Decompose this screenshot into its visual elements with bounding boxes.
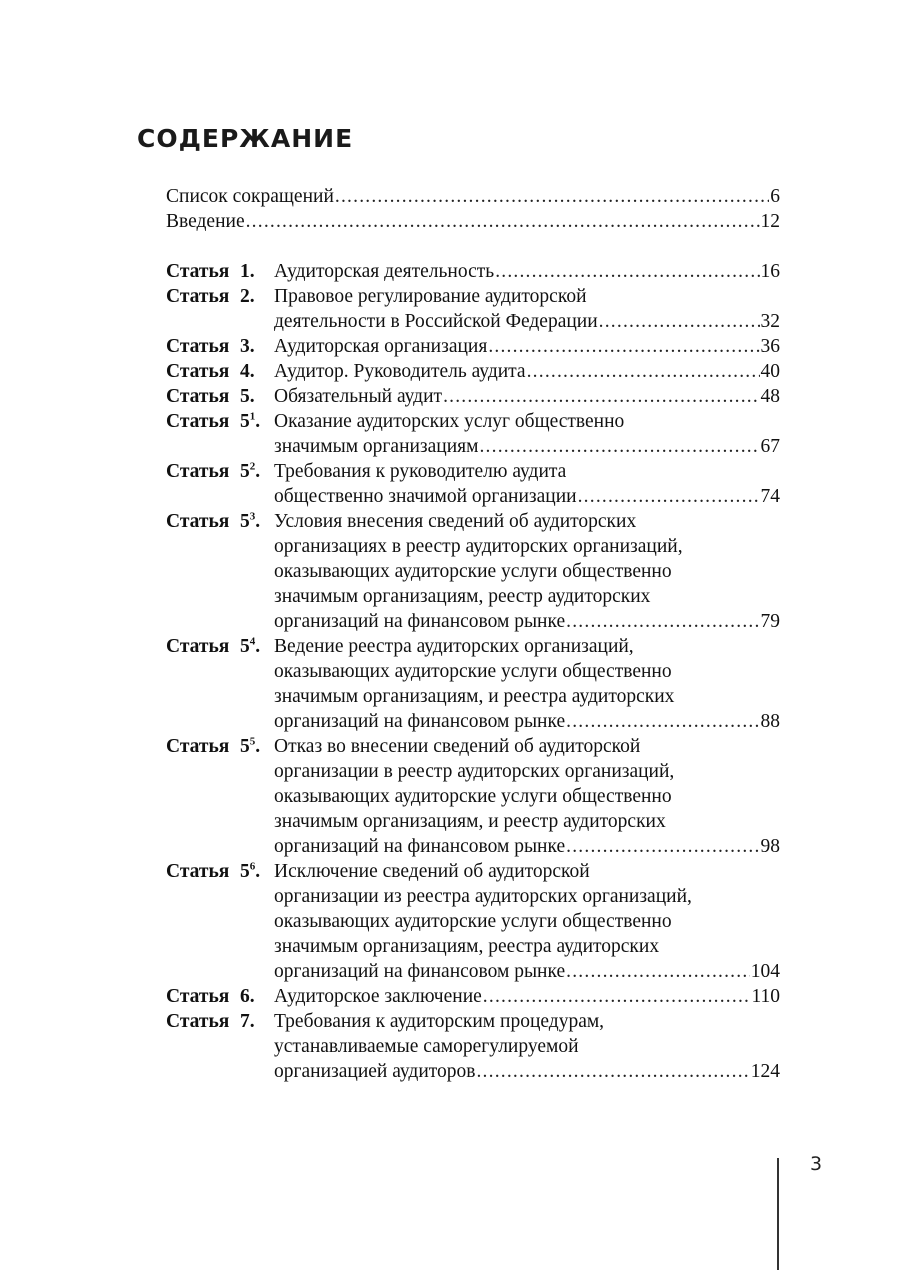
article-number bbox=[166, 734, 260, 759]
article-number-value: 5 bbox=[240, 861, 250, 882]
article-number-value: 5 bbox=[240, 461, 250, 482]
article-title bbox=[274, 259, 780, 284]
toc-entry-page: 12 bbox=[760, 211, 780, 232]
article-number-value: 5 bbox=[240, 511, 250, 532]
toc-entry-article[interactable] bbox=[166, 984, 780, 1009]
toc-dot-leader bbox=[246, 209, 760, 234]
toc-entry-title: Список сокращений bbox=[166, 186, 334, 207]
table-of-contents bbox=[166, 184, 780, 1084]
article-number bbox=[166, 284, 255, 309]
toc-entry-article[interactable] bbox=[166, 859, 780, 984]
article-title-line: оказывающих аудиторские услуги общественно bbox=[274, 911, 672, 932]
article-number-suffix: . bbox=[255, 636, 261, 657]
page-title: СОДЕРЖАНИЕ bbox=[137, 124, 354, 153]
toc-entry-title: деятельности в Российской Федерации bbox=[274, 311, 598, 332]
toc-entry-title: организаций на финансовом рынке bbox=[274, 611, 566, 632]
toc-entry-page: 36 bbox=[760, 336, 780, 357]
toc-entry-title: Аудиторское заключение bbox=[274, 986, 482, 1007]
toc-dot-leader bbox=[488, 334, 759, 359]
article-label: Статья bbox=[166, 261, 230, 282]
article-title-line: Условия внесения сведений об аудиторских bbox=[274, 511, 637, 532]
toc-entry-last-line bbox=[274, 259, 780, 284]
toc-entry-title: общественно значимой организации bbox=[274, 486, 577, 507]
toc-entry-article[interactable] bbox=[166, 409, 780, 459]
article-number bbox=[166, 359, 255, 384]
article-title-line: значимым организациям, реестр аудиторских bbox=[274, 586, 651, 607]
toc-entry-title: Введение bbox=[166, 211, 245, 232]
article-title-line: значимым организациям, и реестр аудиторских bbox=[274, 811, 666, 832]
article-title-line: Требования к руководителю аудита bbox=[274, 461, 567, 482]
toc-entry-page: 32 bbox=[760, 311, 780, 332]
article-number-value: 5 bbox=[240, 411, 250, 432]
article-title-line: оказывающих аудиторские услуги общественно bbox=[274, 661, 672, 682]
article-number-value: 4. bbox=[240, 361, 255, 382]
article-number-superscript: 5 bbox=[249, 735, 256, 748]
toc-entry-last-line bbox=[166, 184, 780, 209]
toc-entry-page: 6 bbox=[770, 186, 780, 207]
toc-entry-article[interactable] bbox=[166, 1009, 780, 1084]
article-number-suffix: . bbox=[255, 511, 261, 532]
article-number bbox=[166, 859, 260, 884]
toc-dot-leader bbox=[599, 309, 760, 334]
article-number-value: 5 bbox=[240, 636, 250, 657]
toc-dot-leader bbox=[527, 359, 760, 384]
article-number-value: 5. bbox=[240, 386, 255, 407]
toc-entry-last-line bbox=[274, 609, 780, 634]
article-number bbox=[166, 409, 260, 434]
toc-entry-last-line bbox=[274, 1059, 780, 1084]
toc-entry-last-line bbox=[274, 359, 780, 384]
article-title-line: оказывающих аудиторские услуги общественно bbox=[274, 561, 672, 582]
article-label: Статья bbox=[166, 411, 230, 432]
page-number: 3 bbox=[810, 1153, 823, 1175]
toc-dot-leader bbox=[483, 984, 751, 1009]
toc-entry-last-line bbox=[274, 309, 780, 334]
article-title-line: значимым организациям, и реестра аудиторских bbox=[274, 686, 675, 707]
article-number-superscript: 1 bbox=[249, 410, 256, 423]
article-number-value: 1. bbox=[240, 261, 255, 282]
article-number-value: 7. bbox=[240, 1011, 255, 1032]
toc-dot-leader bbox=[479, 434, 759, 459]
toc-entry-title: Аудиторская организация bbox=[274, 336, 488, 357]
article-number-value: 5 bbox=[240, 736, 250, 757]
toc-dot-leader bbox=[335, 184, 769, 209]
article-title-line: оказывающих аудиторские услуги общественно bbox=[274, 786, 672, 807]
article-number-superscript: 2 bbox=[249, 460, 256, 473]
toc-entry[interactable] bbox=[166, 184, 780, 209]
toc-entry-last-line bbox=[274, 334, 780, 359]
toc-dot-leader bbox=[566, 834, 759, 859]
front-matter-list bbox=[166, 184, 780, 234]
article-title-line: Ведение реестра аудиторских организаций, bbox=[274, 636, 634, 657]
toc-entry-article[interactable] bbox=[166, 359, 780, 384]
article-title bbox=[274, 984, 780, 1009]
toc-entry-title: значимым организациям bbox=[274, 436, 479, 457]
toc-entry-last-line bbox=[274, 709, 780, 734]
toc-entry-title: организацией аудиторов bbox=[274, 1061, 476, 1082]
article-label: Статья bbox=[166, 286, 230, 307]
toc-entry-page: 104 bbox=[750, 961, 780, 982]
toc-entry-page: 110 bbox=[751, 986, 780, 1007]
article-title bbox=[274, 734, 780, 859]
toc-entry-page: 16 bbox=[760, 261, 780, 282]
article-title-line: Правовое регулирование аудиторской bbox=[274, 286, 587, 307]
article-number-suffix: . bbox=[255, 461, 261, 482]
toc-entry-page: 74 bbox=[760, 486, 780, 507]
toc-dot-leader bbox=[495, 259, 759, 284]
toc-entry-article[interactable] bbox=[166, 384, 780, 409]
toc-entry-page: 98 bbox=[760, 836, 780, 857]
toc-entry-page: 40 bbox=[760, 361, 780, 382]
article-label: Статья bbox=[166, 1011, 230, 1032]
toc-entry-article[interactable] bbox=[166, 634, 780, 734]
article-number-superscript: 4 bbox=[249, 635, 256, 648]
toc-entry-page: 67 bbox=[760, 436, 780, 457]
article-label: Статья bbox=[166, 386, 230, 407]
article-title-line: Отказ во внесении сведений об аудиторской bbox=[274, 736, 641, 757]
article-number-suffix: . bbox=[255, 861, 261, 882]
article-title bbox=[274, 334, 780, 359]
toc-entry-last-line bbox=[274, 384, 780, 409]
toc-entry-article[interactable] bbox=[166, 284, 780, 334]
article-number-value: 3. bbox=[240, 336, 255, 357]
toc-entry-title: Обязательный аудит bbox=[274, 386, 443, 407]
article-number-suffix: . bbox=[255, 736, 261, 757]
toc-dot-leader bbox=[443, 384, 759, 409]
article-title bbox=[274, 509, 780, 634]
article-title-line: организации в реестр аудиторских организаций, bbox=[274, 761, 675, 782]
toc-entry-last-line bbox=[274, 984, 780, 1009]
toc-entry-article[interactable] bbox=[166, 459, 780, 509]
toc-entry-page: 79 bbox=[760, 611, 780, 632]
toc-entry-title: организаций на финансовом рынке bbox=[274, 711, 566, 732]
article-number-value: 2. bbox=[240, 286, 255, 307]
toc-entry-title: Аудитор. Руководитель аудита bbox=[274, 361, 526, 382]
toc-dot-leader bbox=[476, 1059, 749, 1084]
toc-dot-leader bbox=[566, 959, 750, 984]
toc-dot-leader bbox=[566, 609, 759, 634]
article-label: Статья bbox=[166, 861, 230, 882]
article-title-line: Оказание аудиторских услуг общественно bbox=[274, 411, 625, 432]
article-title-line: устанавливаемые саморегулируемой bbox=[274, 1036, 579, 1057]
article-title bbox=[274, 459, 780, 509]
article-number bbox=[166, 459, 260, 484]
article-number bbox=[166, 384, 255, 409]
article-title bbox=[274, 359, 780, 384]
article-number bbox=[166, 634, 260, 659]
article-number bbox=[166, 509, 260, 534]
toc-entry-page: 88 bbox=[760, 711, 780, 732]
article-title-line: значимым организациям, реестра аудиторских bbox=[274, 936, 660, 957]
article-title bbox=[274, 409, 780, 459]
toc-entry-title: организаций на финансовом рынке bbox=[274, 836, 566, 857]
toc-entry-page: 124 bbox=[750, 1061, 780, 1082]
article-title-line: организации из реестра аудиторских организаций, bbox=[274, 886, 692, 907]
toc-dot-leader bbox=[578, 484, 760, 509]
article-title bbox=[274, 1009, 780, 1084]
toc-entry-last-line bbox=[274, 434, 780, 459]
article-number bbox=[166, 259, 255, 284]
toc-entry-last-line bbox=[274, 484, 780, 509]
toc-entry-page: 48 bbox=[760, 386, 780, 407]
article-label: Статья bbox=[166, 736, 230, 757]
article-number-suffix: . bbox=[255, 411, 261, 432]
article-number-superscript: 6 bbox=[249, 860, 256, 873]
page-number-rule bbox=[777, 1158, 779, 1270]
toc-entry-last-line bbox=[274, 834, 780, 859]
toc-entry-article[interactable] bbox=[166, 334, 780, 359]
article-title bbox=[274, 384, 780, 409]
article-title-line: организациях в реестр аудиторских организаций, bbox=[274, 536, 683, 557]
article-label: Статья bbox=[166, 986, 230, 1007]
toc-dot-leader bbox=[566, 709, 759, 734]
article-title-line: Требования к аудиторским процедурам, bbox=[274, 1011, 605, 1032]
toc-entry[interactable] bbox=[166, 209, 780, 234]
toc-entry-last-line bbox=[274, 959, 780, 984]
article-label: Статья bbox=[166, 636, 230, 657]
toc-entry-article[interactable] bbox=[166, 509, 780, 634]
article-title bbox=[274, 634, 780, 734]
article-label: Статья bbox=[166, 511, 230, 532]
article-number bbox=[166, 984, 255, 1009]
article-label: Статья bbox=[166, 336, 230, 357]
article-number bbox=[166, 334, 255, 359]
toc-entry-title: Аудиторская деятельность bbox=[274, 261, 495, 282]
article-label: Статья bbox=[166, 461, 230, 482]
article-list bbox=[166, 259, 780, 1084]
toc-entry-article[interactable] bbox=[166, 734, 780, 859]
toc-entry-title: организаций на финансовом рынке bbox=[274, 961, 566, 982]
article-number-superscript: 3 bbox=[249, 510, 256, 523]
article-number bbox=[166, 1009, 255, 1034]
article-title bbox=[274, 284, 780, 334]
article-title-line: Исключение сведений об аудиторской bbox=[274, 861, 590, 882]
article-number-value: 6. bbox=[240, 986, 255, 1007]
section-gap bbox=[166, 234, 780, 259]
article-title bbox=[274, 859, 780, 984]
toc-entry-article[interactable] bbox=[166, 259, 780, 284]
toc-entry-last-line bbox=[166, 209, 780, 234]
article-label: Статья bbox=[166, 361, 230, 382]
